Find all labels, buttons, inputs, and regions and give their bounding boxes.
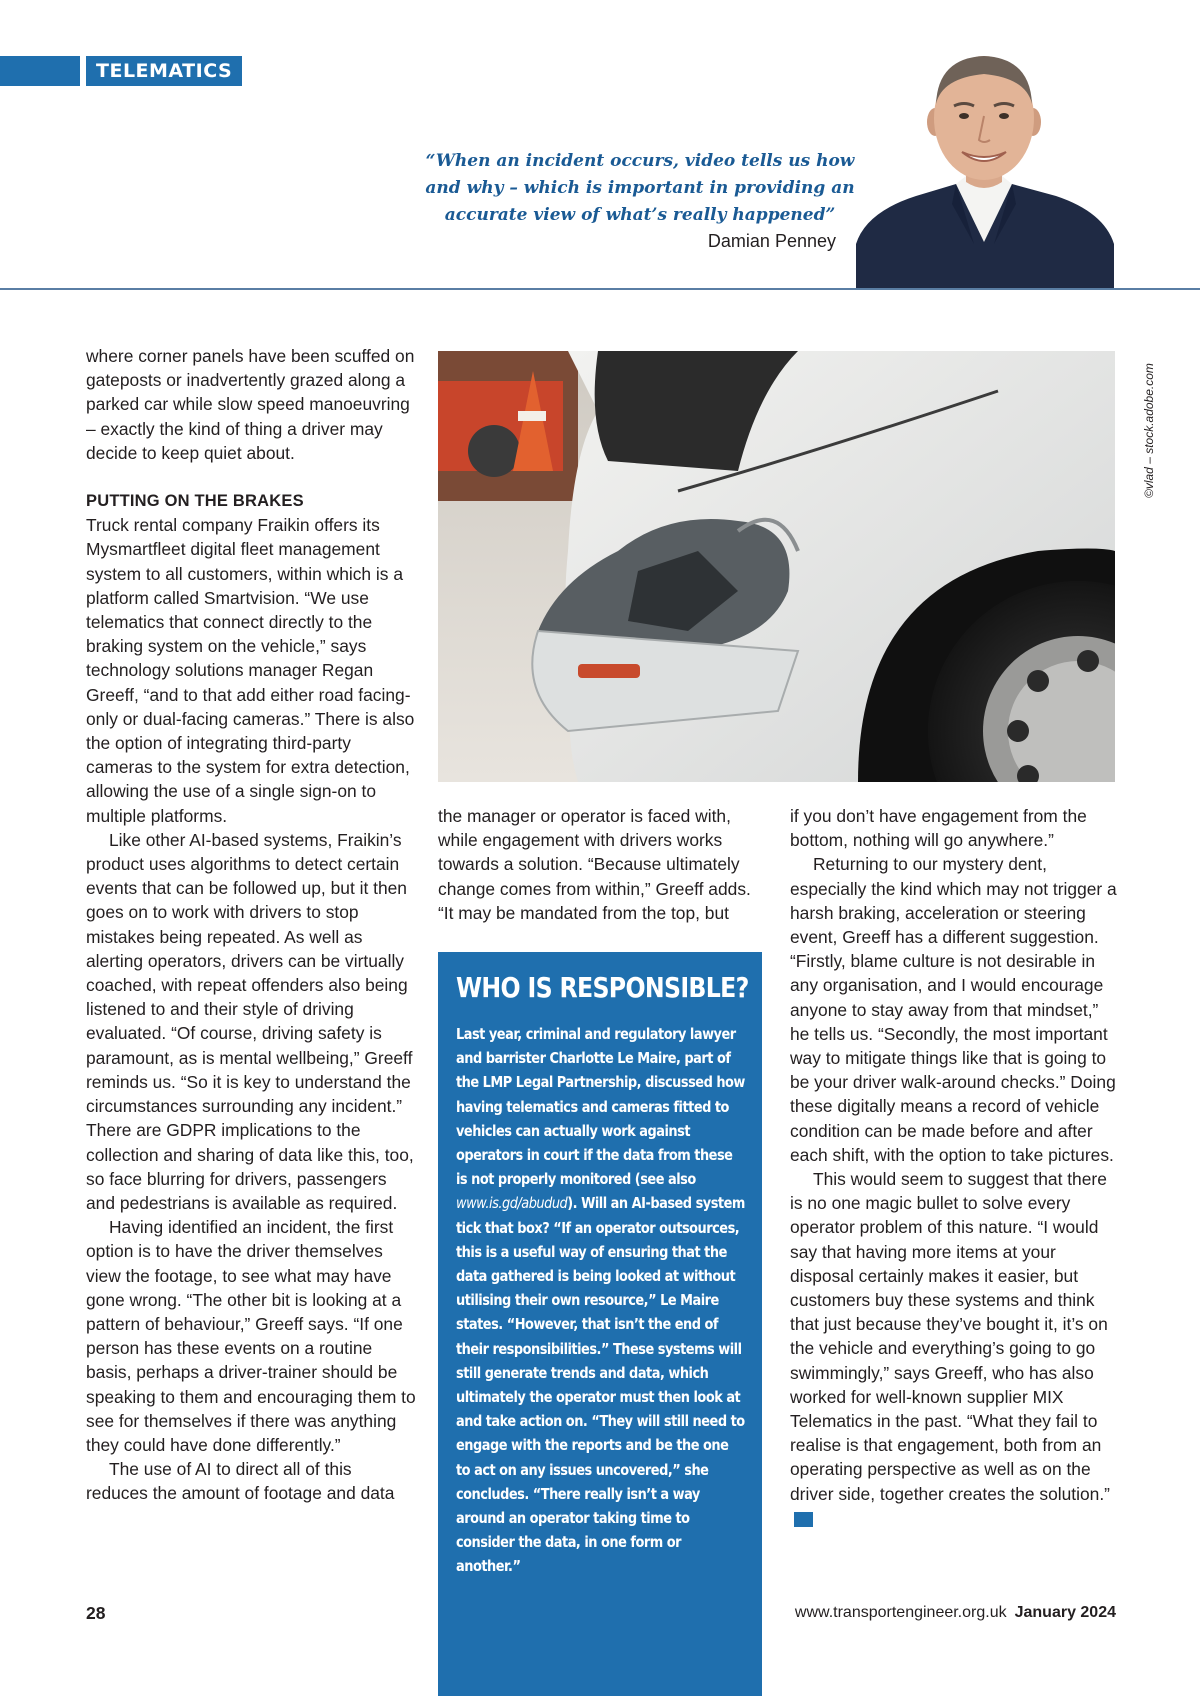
article-paragraph: Like other AI-based systems, Fraikin’s product uses algorithms to detect certain events that can be followed up, but it then goes on to work with drivers to stop mistakes being repeated. As well as alerting operators, drivers can be virtually coached, with repeat offenders also being listened to and their style of driving evaluated. “Of course, driving safety is paramount, as is mental wellbeing,” Greeff reminds us. “So it is key to understand the circumstances surrounding any incident.” There are GDPR implications to the collection and sharing of data like this, too, so face blurring for drivers, passengers and pedestrians is available as required. xyxy=(86,829,414,1213)
box-title: WHO IS RESPONSIBLE? xyxy=(456,972,749,1004)
quote-author: Damian Penney xyxy=(707,231,836,251)
te-end-mark-icon: TE xyxy=(794,1512,813,1527)
box-link[interactable]: www.is.gd/abudud xyxy=(456,1194,568,1213)
article-paragraph: Returning to our mystery dent, especially the kind which may not trigger a harsh braking, acceleration or steering event, Greeff has a different suggestion. “Firstly, blame culture is not desirable in any organisation, and I would encourage anyone to stay away from that mindset,” he tells us. “Secondly, the most important way to mitigate things like that is going to be your driver walk-around checks.” Doing these digitally means a record of vehicle condition can be made before and after each shift, with the option to take pictures. xyxy=(790,854,1117,1165)
photo-credit: ©vlad – stock.adobe.com xyxy=(1142,363,1156,498)
website-link[interactable]: www.transportengineer.org.uk xyxy=(794,1604,1007,1621)
article-paragraph: This would seem to suggest that there is no one magic bullet to solve every operator problem of this nature. “I would say that having more items at your disposal certainly makes it easier, but customers buy these systems and think that just because they’ve bought it, it’s on the vehicle and everything’s going to go swimmingly,” says Greeff, who has also worked for well-known supplier MIX Telematics in the past. “What they fail to realise is that engagement, both from an operating perspective as well as on the driver side, together creates the solution.”TE xyxy=(790,1169,1110,1525)
who-is-responsible-box xyxy=(438,952,762,1696)
article-column-2 xyxy=(438,804,768,925)
article-column-3 xyxy=(790,804,1120,1530)
pull-quote: “When an incident occurs, video tells us how and why – which is important in providing an accurate view of what’s really happened” xyxy=(425,151,855,225)
article-paragraph: The use of AI to direct all of this reduces the amount of footage and data xyxy=(86,1459,395,1504)
subhead: PUTTING ON THE BRAKES xyxy=(86,492,304,511)
section-color-bar xyxy=(0,56,80,86)
article-paragraph: if you don’t have engagement from the bottom, nothing will go anywhere.” xyxy=(790,806,1087,851)
section-tag: TELEMATICS xyxy=(86,56,242,86)
article-paragraph: Truck rental company Fraikin offers its Mysmartfleet digital fleet management system to all customers, within which is a platform called Smartvision. “We use telematics that connect directly to the braking system on the vehicle,” says technology solutions manager Regan Greeff, “and to that add either road facing-only or dual-facing cameras.” There is also the option of integrating third-party cameras to the system for extra detection, allowing the use of a single sign-on to multiple platforms. xyxy=(86,515,415,826)
page-number: 28 xyxy=(86,1603,106,1623)
box-body: Last year, criminal and regulatory lawyer and barrister Charlotte Le Maire, part of the LMP Legal Partnership, discussed how having telematics and cameras fitted to vehicles can actually work against operators in court if the data from these is not properly monitored (see also www.is.gd/abudud). Will an AI-based system tick that box? “If an operator outsources, this is a useful way of ensuring that the data gathered is being looked at without utilising their own resource,” Le Maire states. “However, that isn’t the end of their responsibilities.” These systems will still generate trends and data, which ultimately the operator must then look at and take action on. “They will still need to engage with the reports and be the one to act on any issues uncovered,” she concludes. “There really isn’t a way around an operator taking time to consider the data, in one form or another.” xyxy=(456,1025,745,1576)
article-paragraph: where corner panels have been scuffed on gateposts or inadvertently grazed along a parked car while slow speed manoeuvring – exactly the kind of thing a driver may decide to keep quiet about. xyxy=(86,346,415,463)
author-portrait xyxy=(856,44,1114,289)
article-column-1 xyxy=(86,344,416,1506)
header-divider xyxy=(0,288,1200,290)
issue-date: January 2024 xyxy=(1014,1604,1116,1621)
article-paragraph: Having identified an incident, the first option is to have the driver themselves view the footage, to see what may have gone wrong. “The other bit is looking at a pattern of behaviour,” Greeff says. “If one person has these events on a routine basis, perhaps a driver-trainer should be speaking to them and encouraging them to see for themselves if there was anything they could have done differently.” xyxy=(86,1217,416,1455)
article-paragraph: the manager or operator is faced with, while engagement with drivers works towards a solution. “Because ultimately change comes from within,” Greeff adds. “It may be mandated from the top, but xyxy=(438,806,751,923)
footer-credit xyxy=(760,1604,1116,1622)
damaged-truck-photo xyxy=(438,351,1115,782)
